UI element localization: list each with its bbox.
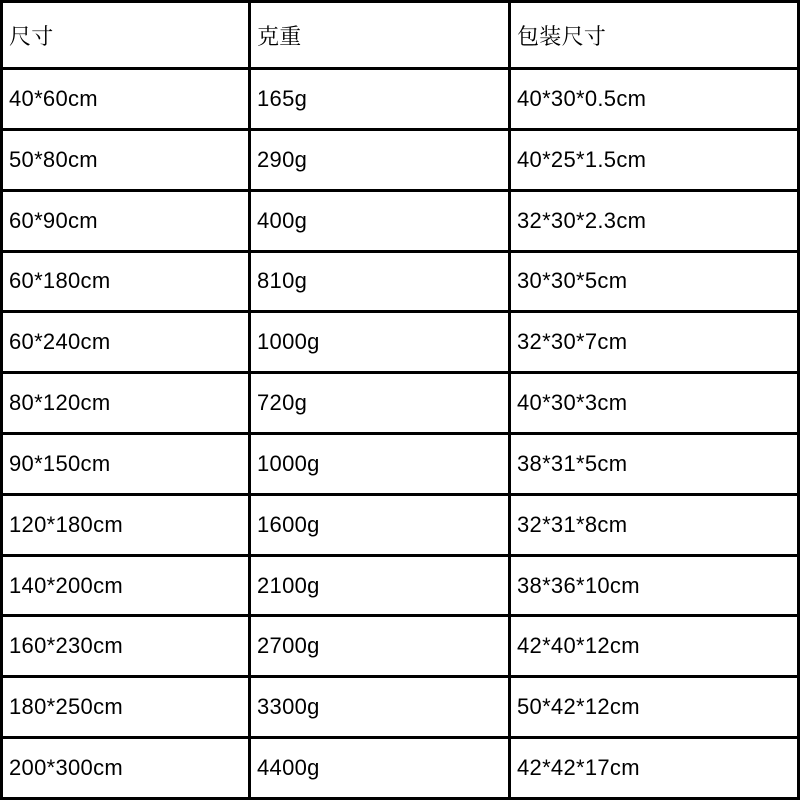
cell-weight: 2100g [250,555,510,616]
cell-weight: 165g [250,69,510,130]
table-row [2,373,799,434]
cell-size: 60*240cm [2,312,250,373]
cell-size: 180*250cm [2,677,250,738]
cell-size: 60*90cm [2,190,250,251]
cell-size: 90*150cm [2,433,250,494]
cell-weight: 4400g [250,738,510,799]
cell-weight: 3300g [250,677,510,738]
cell-size: 120*180cm [2,494,250,555]
cell-weight: 290g [250,129,510,190]
table-row [2,494,799,555]
cell-package-size: 32*30*7cm [510,312,799,373]
cell-weight: 400g [250,190,510,251]
table-row [2,312,799,373]
cell-size: 160*230cm [2,616,250,677]
header-size: 尺寸 [2,2,250,69]
table-row [2,69,799,130]
cell-weight: 1000g [250,312,510,373]
table-row [2,738,799,799]
table-row [2,251,799,312]
cell-package-size: 42*40*12cm [510,616,799,677]
cell-package-size: 38*36*10cm [510,555,799,616]
table-row [2,677,799,738]
cell-package-size: 40*25*1.5cm [510,129,799,190]
cell-weight: 810g [250,251,510,312]
table-row [2,129,799,190]
cell-weight: 1000g [250,433,510,494]
table-row [2,616,799,677]
cell-size: 140*200cm [2,555,250,616]
table-row [2,433,799,494]
cell-weight: 1600g [250,494,510,555]
table-header-row [2,2,799,69]
cell-package-size: 40*30*0.5cm [510,69,799,130]
cell-package-size: 42*42*17cm [510,738,799,799]
cell-size: 80*120cm [2,373,250,434]
header-weight: 克重 [250,2,510,69]
table-row [2,555,799,616]
cell-weight: 720g [250,373,510,434]
cell-size: 40*60cm [2,69,250,130]
cell-size: 50*80cm [2,129,250,190]
cell-package-size: 30*30*5cm [510,251,799,312]
cell-size: 200*300cm [2,738,250,799]
header-package-size: 包装尺寸 [510,2,799,69]
cell-package-size: 50*42*12cm [510,677,799,738]
cell-weight: 2700g [250,616,510,677]
cell-package-size: 38*31*5cm [510,433,799,494]
table-row [2,190,799,251]
cell-package-size: 32*31*8cm [510,494,799,555]
cell-package-size: 32*30*2.3cm [510,190,799,251]
cell-package-size: 40*30*3cm [510,373,799,434]
cell-size: 60*180cm [2,251,250,312]
